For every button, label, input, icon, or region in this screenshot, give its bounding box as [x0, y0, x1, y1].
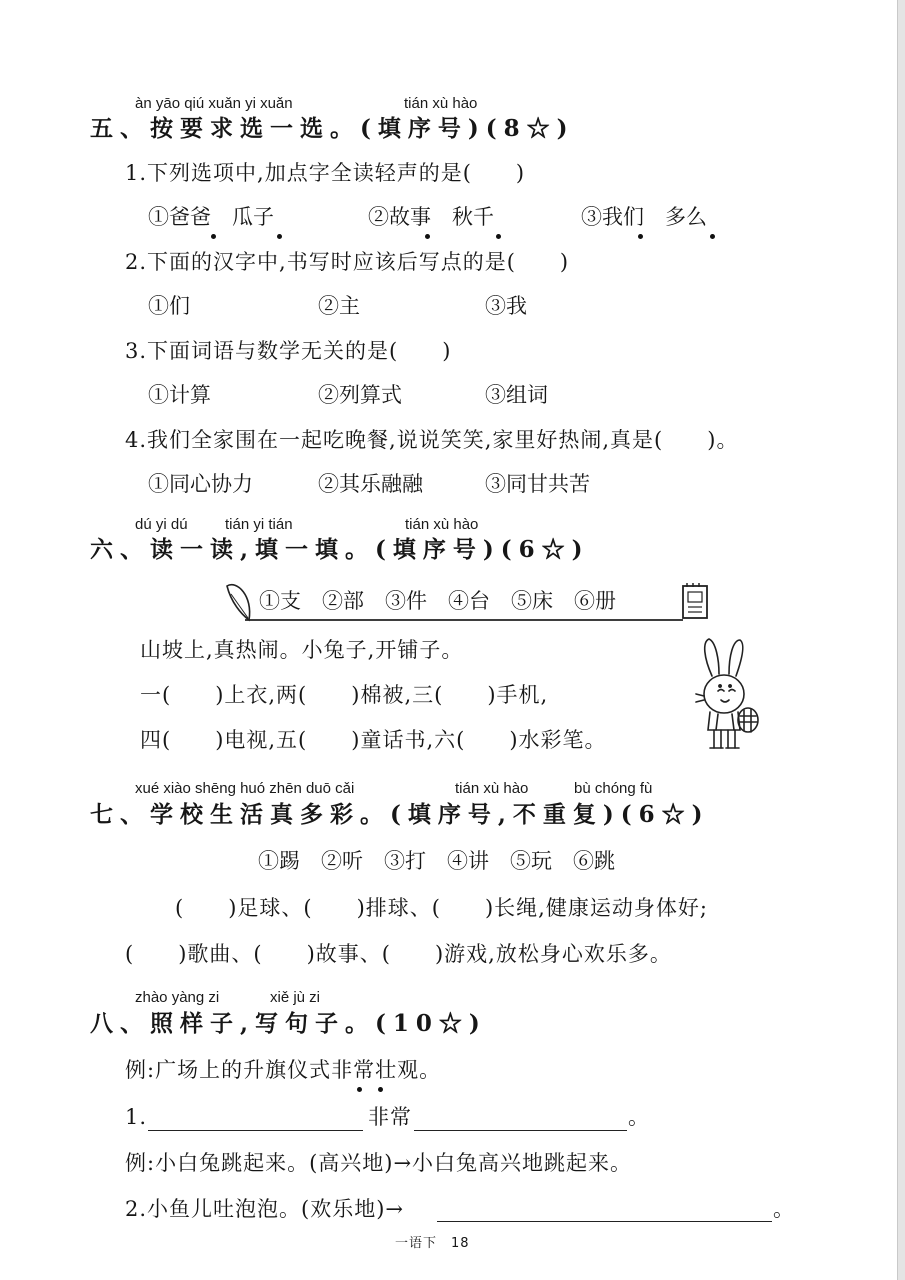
- option-5-3-a: ①计算: [148, 383, 211, 407]
- option-5-2-c: ③我: [485, 294, 527, 318]
- option-5-1-c: ③我们 多么: [581, 205, 707, 229]
- story-line-3: 四( )电视,五( )童话书,六( )水彩笔。: [140, 728, 607, 752]
- pinyin-section-8-a: zhào yàng zi: [135, 989, 220, 1006]
- pinyin-section-7-a: xué xiào shēng huó zhēn duō cǎi: [135, 780, 355, 797]
- question-8-1-number: 1.: [125, 1105, 148, 1129]
- emphasis-dot: [277, 234, 282, 239]
- verb-line-2: ( )歌曲、( )故事、( )游戏,放松身心欢乐多。: [125, 942, 672, 966]
- emphasis-dot: [496, 234, 501, 239]
- option-5-3-c: ③组词: [485, 383, 548, 407]
- option-5-1-b: ②故事 秋千: [368, 205, 494, 229]
- story-line-1: 山坡上,真热闹。小兔子,开铺子。: [140, 638, 464, 662]
- answer-blank-8-1-b[interactable]: [414, 1130, 627, 1131]
- pinyin-section-5-a: àn yāo qiú xuǎn yi xuǎn: [135, 95, 293, 112]
- pinyin-section-5-b: tián xù hào: [404, 95, 478, 112]
- verb-line-1: ( )足球、( )排球、( )长绳,健康运动身体好;: [175, 896, 708, 920]
- emphasis-dot: [378, 1087, 383, 1092]
- option-5-2-a: ①们: [148, 294, 190, 318]
- example-2: 例:小白兔跳起来。(高兴地)→小白兔高兴地跳起来。: [125, 1151, 633, 1175]
- emphasis-dot: [638, 234, 643, 239]
- verb-word-bank: ①踢 ②听 ③打 ④讲 ⑤玩 ⑥跳: [258, 849, 615, 873]
- question-5-2: 2.下面的汉字中,书写时应该后写点的是( ): [125, 250, 570, 274]
- pinyin-section-7-b: tián xù hào: [455, 780, 529, 797]
- option-5-4-a: ①同心协力: [148, 472, 253, 496]
- answer-blank-8-2[interactable]: [437, 1221, 772, 1222]
- question-8-1-end: 。: [628, 1105, 650, 1129]
- option-5-2-b: ②主: [318, 294, 360, 318]
- pinyin-section-6-c: tián xù hào: [405, 516, 479, 533]
- answer-blank-8-1-a[interactable]: [148, 1130, 363, 1131]
- section-6-title: 六、读一读,填一填。(填序号)(6☆): [90, 536, 590, 563]
- option-5-3-b: ②列算式: [318, 383, 402, 407]
- section-5-title: 五、按要求选一选。(填序号)(8☆): [90, 115, 575, 142]
- emphasis-dot: [357, 1087, 362, 1092]
- question-5-4: 4.我们全家围在一起吃晚餐,说说笑笑,家里好热闹,真是( )。: [125, 428, 739, 452]
- rabbit-illustration: [692, 636, 762, 756]
- option-5-1-a: ①爸爸 瓜子: [148, 205, 274, 229]
- option-5-4-b: ②其乐融融: [318, 472, 423, 496]
- section-8-title: 八、照样子,写句子。(10☆): [90, 1010, 487, 1037]
- emphasis-dot: [211, 234, 216, 239]
- emphasis-dot: [425, 234, 430, 239]
- pinyin-section-7-c: bù chóng fù: [574, 780, 653, 797]
- pinyin-section-6-a: dú yi dú: [135, 516, 188, 533]
- question-5-1: 1.下列选项中,加点字全读轻声的是( ): [125, 161, 526, 185]
- option-5-4-c: ③同甘共苦: [485, 472, 590, 496]
- pinyin-section-6-b: tián yi tián: [225, 516, 293, 533]
- pinyin-section-8-b: xiě jù zi: [270, 989, 321, 1006]
- section-7-title: 七、学校生活真多彩。(填序号,不重复)(6☆): [90, 801, 710, 828]
- question-8-1-middle: 非常: [368, 1105, 412, 1129]
- book-icon: [683, 583, 707, 618]
- page-footer: 一语下 18: [395, 1236, 470, 1251]
- measure-word-bank: ①支 ②部 ③件 ④台 ⑤床 ⑥册: [259, 589, 616, 613]
- emphasis-dot: [710, 234, 715, 239]
- example-1: 例:广场上的升旗仪式非常壮观。: [125, 1058, 442, 1082]
- question-5-3: 3.下面词语与数学无关的是( ): [125, 339, 452, 363]
- page-edge: [897, 0, 905, 1280]
- question-8-2-end: 。: [773, 1197, 795, 1221]
- question-8-2: 2.小鱼儿吐泡泡。(欢乐地)→: [125, 1197, 405, 1221]
- story-line-2: 一( )上衣,两( )棉被,三( )手机,: [140, 683, 549, 707]
